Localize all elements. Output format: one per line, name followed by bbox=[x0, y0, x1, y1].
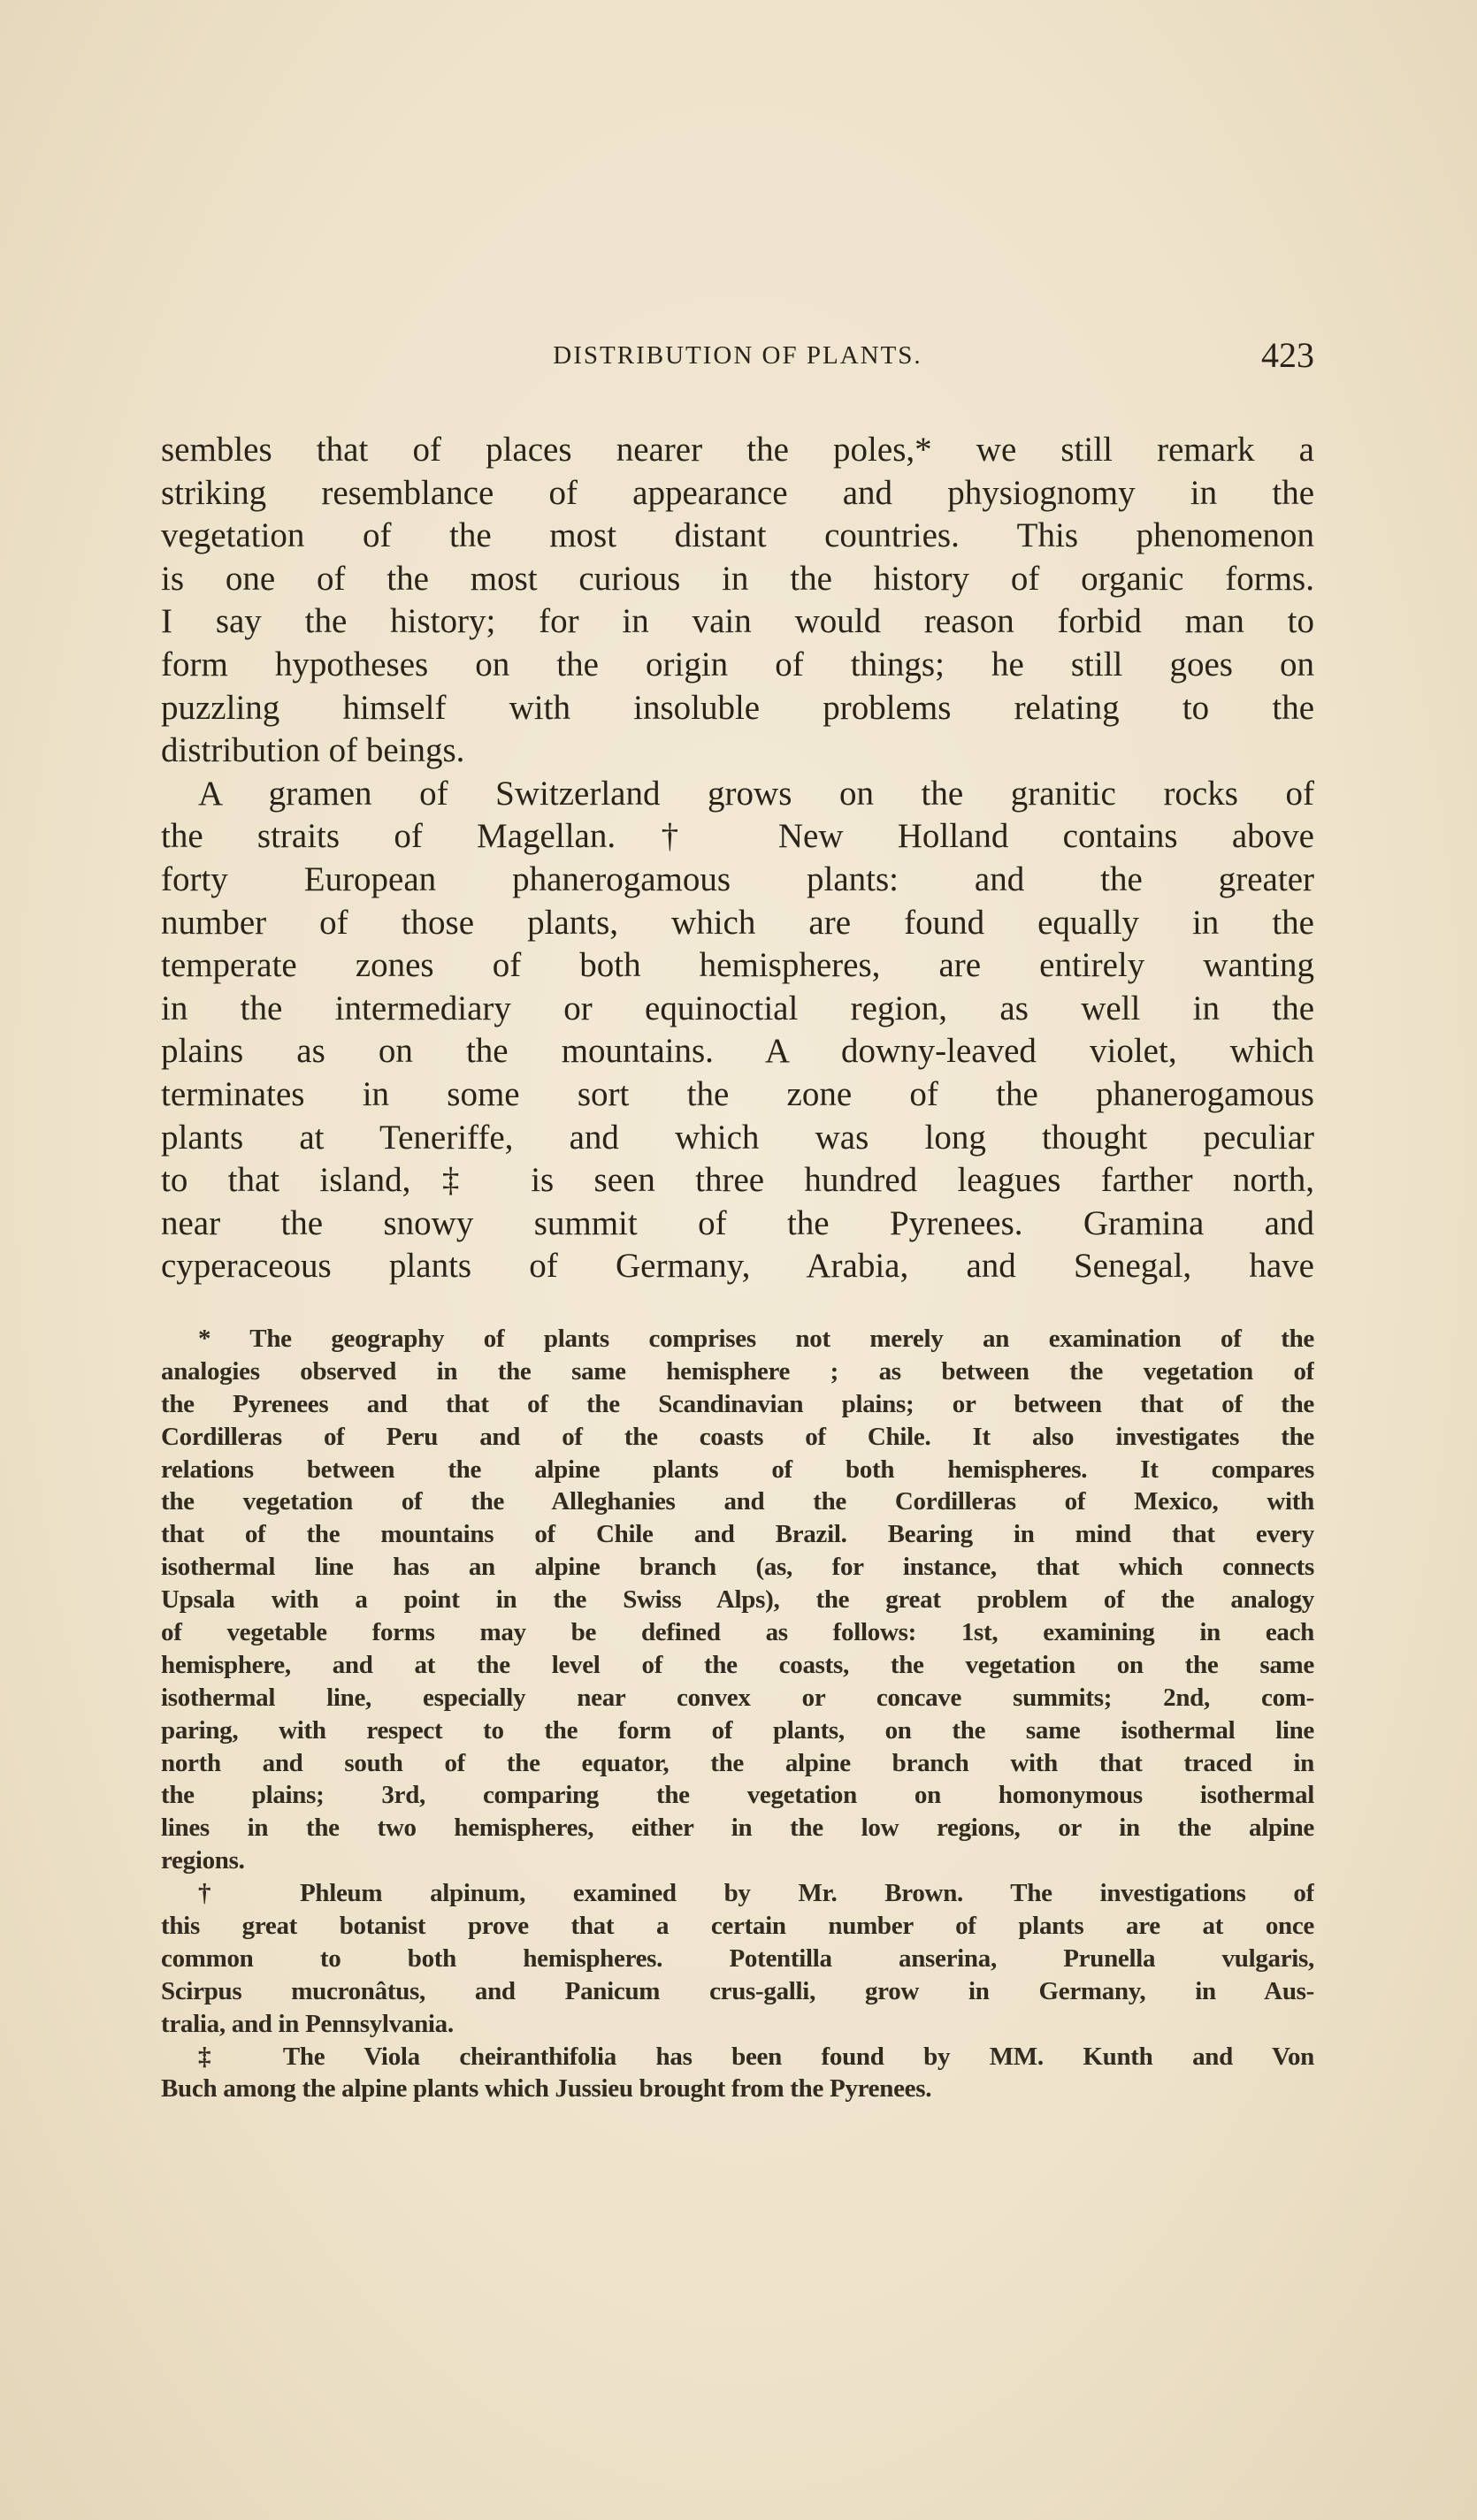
text-line: hemisphere, and at the level of the coasts, the vegetation on the same bbox=[161, 1650, 1314, 1679]
footnote bbox=[161, 1877, 1314, 2040]
text-line: Upsala with a point in the Swiss Alps), the great problem of the analogy bbox=[161, 1585, 1314, 1615]
text-line: terminates in some sort the zone of the phanerogamous bbox=[161, 1074, 1314, 1113]
text-line: Buch among the alpine plants which Jussieu brought from the Pyrenees. bbox=[161, 2074, 932, 2104]
text-line: plants at Teneriffe, and which was long thought peculiar bbox=[161, 1118, 1314, 1157]
footnote bbox=[161, 1323, 1314, 1877]
text-line: tralia, and in Pennsylvania. bbox=[161, 2009, 454, 2038]
text-line: the straits of Magellan.† New Holland contains above bbox=[161, 817, 1314, 856]
text-line: number of those plants, which are found equally in the bbox=[161, 903, 1314, 942]
text-line: sembles that of places nearer the poles,* we still remark a bbox=[161, 431, 1314, 469]
paragraph bbox=[161, 773, 1314, 1288]
text-line: north and south of the equator, the alpine branch with that traced in bbox=[161, 1748, 1314, 1777]
text-line: forty European phanerogamous plants: and the greater bbox=[161, 859, 1314, 898]
running-head-title: DISTRIBUTION OF PLANTS. bbox=[553, 341, 922, 370]
text-line: the Pyrenees and that of the Scandinavian plains; or between that of the bbox=[161, 1389, 1314, 1418]
text-line: A gramen of Switzerland grows on the granitic rocks of bbox=[198, 774, 1314, 813]
text-line: paring, with respect to the form of plants, on the same isothermal line bbox=[161, 1715, 1314, 1745]
text-line: near the snowy summit of the Pyrenees. Gramina and bbox=[161, 1203, 1314, 1242]
text-line: common to both hemispheres. Potentilla anserina, Prunella vulgaris, bbox=[161, 1943, 1314, 1973]
text-line: I say the history; for in vain would reason forbid man to bbox=[161, 602, 1314, 641]
text-line: Scirpus mucronâtus, and Panicum crus-galli, grow in Germany, in Aus- bbox=[161, 1976, 1314, 2005]
page-number: 423 bbox=[1261, 335, 1314, 375]
text-line: isothermal line has an alpine branch (as, for instance, that which connects bbox=[161, 1553, 1314, 1582]
text-line: of vegetable forms may be defined as follows: 1st, examining in each bbox=[161, 1618, 1314, 1647]
text-line: temperate zones of both hemispheres, are entirely wanting bbox=[161, 946, 1314, 985]
text-line: striking resemblance of appearance and physiognomy in the bbox=[161, 473, 1314, 512]
text-line: puzzling himself with insoluble problems relating to the bbox=[161, 688, 1314, 727]
text-line: * The geography of plants comprises not merely an examination of the bbox=[198, 1325, 1314, 1353]
text-line: analogies observed in the same hemisphere ; as between the vegetation of bbox=[161, 1356, 1314, 1386]
text-line: to that island,‡ is seen three hundred leagues farther north, bbox=[161, 1161, 1314, 1200]
text-line: is one of the most curious in the history of organic forms. bbox=[161, 559, 1314, 598]
text-line: ‡ The Viola cheiranthifolia has been found by MM. Kunth and Von bbox=[198, 2042, 1314, 2071]
footnotes bbox=[161, 1323, 1314, 2105]
text-line: vegetation of the most distant countries. This phenomenon bbox=[161, 516, 1314, 555]
text-line: the plains; 3rd, comparing the vegetation on homonymous isothermal bbox=[161, 1781, 1314, 1810]
paragraph bbox=[161, 429, 1314, 773]
text-line: lines in the two hemispheres, either in the low regions, or in the alpine bbox=[161, 1814, 1314, 1843]
footnote bbox=[161, 2041, 1314, 2106]
text-line: relations between the alpine plants of both hemispheres. It compares bbox=[161, 1455, 1314, 1484]
text-line: plains as on the mountains. A downy-leaved violet, which bbox=[161, 1032, 1314, 1071]
text-line: that of the mountains of Chile and Brazil. Bearing in mind that every bbox=[161, 1520, 1314, 1549]
text-line: in the intermediary or equinoctial region, as well in the bbox=[161, 989, 1314, 1027]
body-text bbox=[161, 429, 1314, 1288]
text-line: Cordilleras of Peru and of the coasts of Chile. It also investigates the bbox=[161, 1422, 1314, 1451]
text-line: this great botanist prove that a certain number of plants are at once bbox=[161, 1912, 1314, 1941]
text-line: form hypotheses on the origin of things; he still goes on bbox=[161, 645, 1314, 683]
text-line: distribution of beings. bbox=[161, 731, 465, 770]
text-line: regions. bbox=[161, 1846, 245, 1875]
text-line: † Phleum alpinum, examined by Mr. Brown. The investigations of bbox=[198, 1879, 1314, 1908]
text-line: isothermal line, especially near convex or concave summits; 2nd, com- bbox=[161, 1683, 1314, 1712]
running-head bbox=[161, 334, 1314, 378]
text-line: the vegetation of the Alleghanies and the Cordilleras of Mexico, with bbox=[161, 1487, 1314, 1516]
text-line: cyperaceous plants of Germany, Arabia, and Senegal, have bbox=[161, 1247, 1314, 1286]
